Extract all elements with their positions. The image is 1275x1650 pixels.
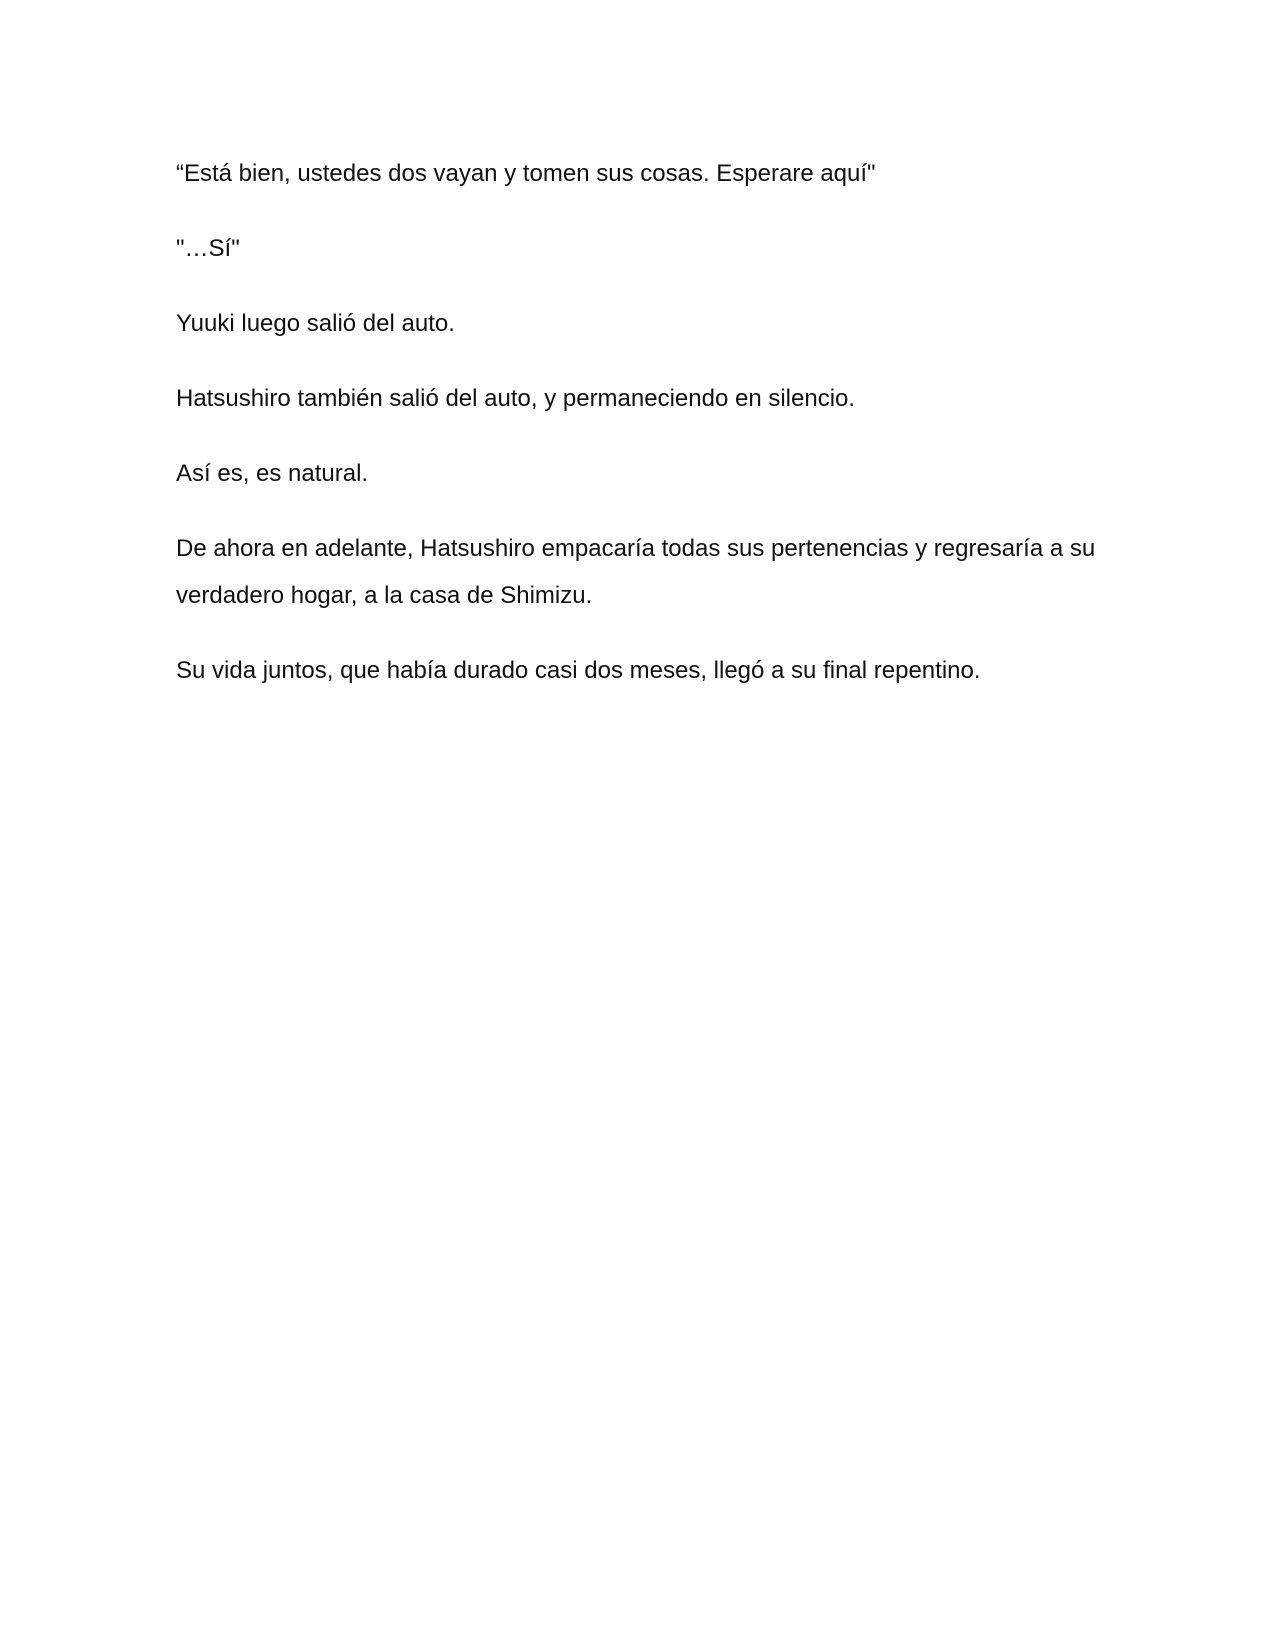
paragraph: Yuuki luego salió del auto. <box>176 310 455 337</box>
paragraph: Así es, es natural. <box>176 460 369 487</box>
paragraph: "…Sí" <box>176 235 240 262</box>
paragraph: Su vida juntos, que había durado casi dos meses, llegó a su final repentino. <box>176 657 981 684</box>
paragraph: De ahora en adelante, Hatsushiro empacaría todas sus pertenencias y regresaría a su verdadero hogar, a la casa de Shimizu. <box>176 535 1096 609</box>
document-body <box>176 150 1096 722</box>
paragraph: “Está bien, ustedes dos vayan y tomen sus cosas. Esperare aquí" <box>176 160 876 187</box>
paragraph: Hatsushiro también salió del auto, y permaneciendo en silencio. <box>176 385 856 412</box>
